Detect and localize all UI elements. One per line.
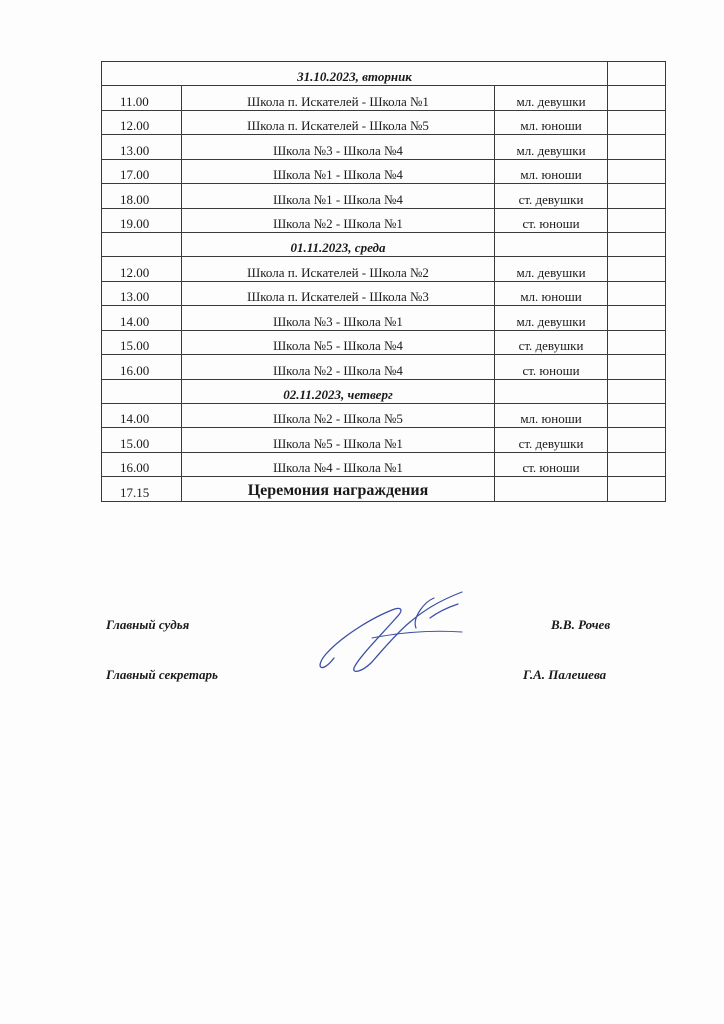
empty-cell: [495, 477, 608, 502]
game-match: Школа п. Искателей - Школа №2: [182, 257, 495, 282]
game-row: [102, 208, 666, 233]
game-category: ст. юноши: [495, 452, 608, 477]
game-match: Школа №5 - Школа №1: [182, 428, 495, 453]
empty-cell: [608, 135, 666, 160]
empty-cell: [608, 452, 666, 477]
game-row: [102, 452, 666, 477]
ceremony-row: [102, 477, 666, 502]
empty-cell: [608, 159, 666, 184]
empty-cell: [608, 233, 666, 257]
game-row: [102, 355, 666, 380]
game-category: мл. юноши: [495, 281, 608, 306]
empty-cell: [495, 379, 608, 403]
game-time: 16.00: [102, 355, 182, 380]
game-time: 13.00: [102, 135, 182, 160]
day-date: 01.11.2023, среда: [182, 233, 495, 257]
empty-cell: [608, 208, 666, 233]
game-category: мл. девушки: [495, 135, 608, 160]
game-row: [102, 306, 666, 331]
game-category: мл. юноши: [495, 403, 608, 428]
game-match: Школа №2 - Школа №1: [182, 208, 495, 233]
game-category: ст. юноши: [495, 208, 608, 233]
empty-cell: [608, 184, 666, 209]
game-time: 13.00: [102, 281, 182, 306]
game-time: 12.00: [102, 257, 182, 282]
day-header-row: [102, 233, 666, 257]
chief-secretary-name: Г.А. Палешева: [523, 667, 607, 682]
game-time: 18.00: [102, 184, 182, 209]
game-row: [102, 135, 666, 160]
game-match: Школа №1 - Школа №4: [182, 159, 495, 184]
game-category: мл. девушки: [495, 306, 608, 331]
game-time: 15.00: [102, 428, 182, 453]
handwritten-signature: [312, 588, 482, 678]
empty-cell: [608, 379, 666, 403]
empty-cell: [608, 257, 666, 282]
game-time: 17.00: [102, 159, 182, 184]
day-date: 31.10.2023, вторник: [102, 62, 608, 86]
game-match: Школа №3 - Школа №4: [182, 135, 495, 160]
game-row: [102, 110, 666, 135]
game-category: мл. девушки: [495, 86, 608, 111]
empty-cell: [608, 330, 666, 355]
game-row: [102, 159, 666, 184]
game-match: Школа п. Искателей - Школа №3: [182, 281, 495, 306]
empty-cell: [102, 233, 182, 257]
empty-cell: [608, 306, 666, 331]
game-category: ст. девушки: [495, 330, 608, 355]
day-date: 02.11.2023, четверг: [182, 379, 495, 403]
game-time: 11.00: [102, 86, 182, 111]
game-category: мл. девушки: [495, 257, 608, 282]
empty-cell: [608, 428, 666, 453]
game-time: 15.00: [102, 330, 182, 355]
game-time: 14.00: [102, 403, 182, 428]
schedule-table: [101, 61, 666, 502]
empty-cell: [608, 62, 666, 86]
game-category: мл. юноши: [495, 159, 608, 184]
game-match: Школа №2 - Школа №5: [182, 403, 495, 428]
empty-cell: [608, 403, 666, 428]
game-row: [102, 257, 666, 282]
game-row: [102, 281, 666, 306]
game-row: [102, 86, 666, 111]
empty-cell: [608, 477, 666, 502]
game-match: Школа п. Искателей - Школа №5: [182, 110, 495, 135]
empty-cell: [102, 379, 182, 403]
chief-secretary-label: Главный секретарь: [106, 667, 218, 682]
schedule-body: [102, 62, 666, 502]
day-header-row: [102, 62, 666, 86]
game-match: Школа №1 - Школа №4: [182, 184, 495, 209]
game-time: 14.00: [102, 306, 182, 331]
game-time: 12.00: [102, 110, 182, 135]
game-match: Школа №5 - Школа №4: [182, 330, 495, 355]
empty-cell: [608, 86, 666, 111]
game-category: ст. юноши: [495, 355, 608, 380]
game-category: мл. юноши: [495, 110, 608, 135]
game-row: [102, 330, 666, 355]
game-match: Школа №4 - Школа №1: [182, 452, 495, 477]
game-row: [102, 428, 666, 453]
empty-cell: [495, 233, 608, 257]
ceremony-time: 17.15: [102, 477, 182, 502]
day-header-row: [102, 379, 666, 403]
game-row: [102, 403, 666, 428]
chief-judge-label: Главный судья: [106, 617, 190, 632]
ceremony-title: Церемония награждения: [182, 477, 495, 502]
game-category: ст. девушки: [495, 184, 608, 209]
game-row: [102, 184, 666, 209]
empty-cell: [608, 355, 666, 380]
chief-judge-name: В.В. Рочев: [551, 617, 611, 632]
game-match: Школа №3 - Школа №1: [182, 306, 495, 331]
game-match: Школа №2 - Школа №4: [182, 355, 495, 380]
empty-cell: [608, 110, 666, 135]
game-category: ст. девушки: [495, 428, 608, 453]
game-time: 16.00: [102, 452, 182, 477]
empty-cell: [608, 281, 666, 306]
game-match: Школа п. Искателей - Школа №1: [182, 86, 495, 111]
game-time: 19.00: [102, 208, 182, 233]
